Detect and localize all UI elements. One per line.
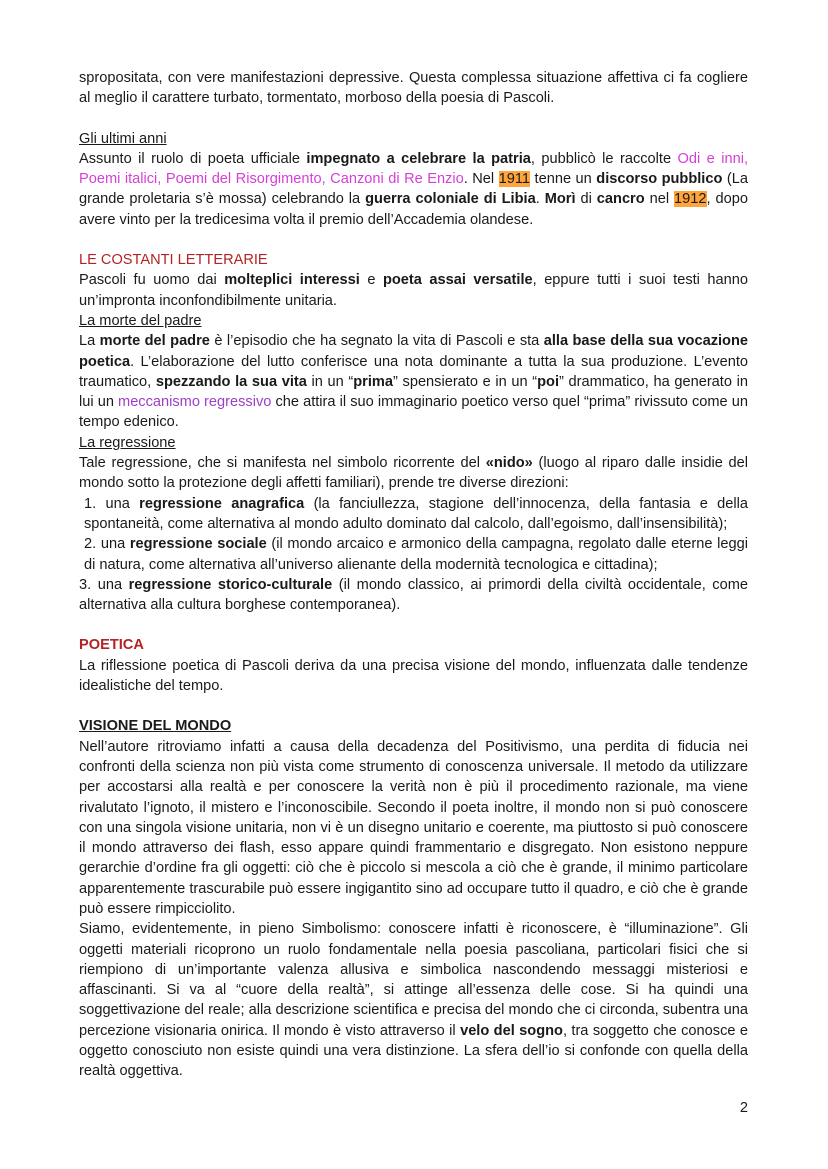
list-item: 3. una regressione storico-culturale (il mondo classico, ai primordi della civiltà occidentale, come alternativa alla cultura borghese contemporanea). — [79, 576, 748, 614]
visione-paragraph-2: Siamo, evidentemente, in pieno Simbolismo: conoscere infatti è riconoscere, è “illuminazione”. Gli oggetti materiali ricoprono un ruolo fondamentale nella poesia pascoliana, particolari fisici che si riempiono di un’importante valenza allusiva e simbolica nascondendo messaggi misteriosi e affascinanti. Si va al “cuore della realtà”, si attinge all’essenza delle cose. Si ha quindi una soggettivazione del reale; alla descrizione scientifica e precisa del mondo che ci circonda, subentra una percezione visionaria onirica. Il mondo è visto attraverso il velo del sogno, tra soggetto che conosce e oggetto conosciuto non esiste quindi una vera distinzione. La sfera dell’io si confonde con quella della realtà oggettiva. — [79, 921, 748, 1080]
costanti-paragraph: Pascoli fu uomo dai molteplici interessi e poeta assai versatile, eppure tutti i suoi testi hanno un’impronta inconfondibilmente unitaria. — [79, 272, 749, 309]
meccanismo-regressivo-term: meccanismo regressivo — [118, 394, 272, 411]
intro-paragraph: spropositata, con vere manifestazioni depressive. Questa complessa situazione affettiva ci fa cogliere al meglio il carattere turbato, tormentato, morboso della poesia di Pascoli. — [79, 70, 748, 107]
heading-morte-padre: La morte del padre — [79, 312, 202, 329]
heading-costanti-letterarie: LE COSTANTI LETTERARIE — [79, 252, 268, 269]
ultimi-anni-paragraph: Assunto il ruolo di poeta ufficiale impegnato a celebrare la patria, pubblicò le raccolte Odi e inni, Poemi italici, Poemi del Risorgimento, Canzoni di Re Enzio. Nel 1911 tenne un discorso pubblico (La grande proletaria s’è mossa) celebrando la guerra coloniale di Libia. Morì di cancro nel 1912, dopo avere vinto per la tredicesima volta il premio dell’Accademia olandese. — [79, 150, 749, 228]
list-item: 1. una regressione anagrafica (la fanciullezza, stagione dell’innocenza, della fantasia e della spontaneità, come alternativa al mondo adulto dominato dal calcolo, dall’egoismo, dall’insensibilità); — [84, 495, 748, 532]
highlight-year-1912: 1912 — [674, 191, 707, 208]
page-number: 2 — [739, 1100, 748, 1116]
list-item: 2. una regressione sociale (il mondo arcaico e armonico della campagna, regolato dalle eterne leggi di natura, come alternativa all’universo alienante della modernità tecnologica e cittadina); — [84, 536, 748, 573]
poetica-paragraph: La riflessione poetica di Pascoli deriva da una precisa visione del mondo, influenzata dalle tendenze idealistiche del tempo. — [79, 657, 748, 695]
highlight-year-1911: 1911 — [498, 171, 531, 188]
heading-ultimi-anni: Gli ultimi anni — [79, 130, 167, 147]
regressione-paragraph: Tale regressione, che si manifesta nel simbolo ricorrente del «nido» (luogo al riparo dalle insidie del mondo sotto la protezione degli affetti familiari), prende tre diverse direzioni: — [79, 455, 748, 492]
heading-poetica: POETICA — [79, 637, 144, 654]
morte-padre-paragraph: La morte del padre è l’episodio che ha segnato la vita di Pascoli e sta alla base della sua vocazione poetica. L’elaborazione del lutto conferisce una nota dominante a tutta la sua produzione. L’evento traumatico, spezzando la sua vita in un “prima” spensierato e in un “poi” drammatico, ha generato in lui un meccanismo regressivo che attira il suo immaginario poetico verso quel “prima” rivissuto come un tempo edenico. — [79, 333, 749, 431]
raccolte-titles: Odi e inni, Poemi italici, Poemi del Risorgimento, Canzoni di Re Enzio — [79, 150, 749, 188]
heading-visione-del-mondo: VISIONE DEL MONDO — [79, 718, 232, 735]
visione-paragraph-1: Nell’autore ritroviamo infatti a causa della decadenza del Positivismo, una perdita di fiducia nei confronti della scienza non più vista come strumento di conoscenza universale. Il metodo da utilizzare per accostarsi alla realtà e per conoscere la verità non è più il procedimento razionale, ma viene rivalutato l’ignoto, il mistero e l’inconoscibile. Secondo il poeta inoltre, il mondo non si può conoscere con una singola visione unitaria, non vi è un disegno unitario e coerente, ma piuttosto si può conoscere il mondo attraverso dei flash, esso appare quindi frammentario e disgregato. Non esistono neppure gerarchie d’ordine fra gli oggetti: ciò che è piccolo si mescola a ciò che è grande, il minimo particolare apparentemente trascurabile può essere ingigantito sino ad occupare tutto il quadro, e ciò che è grande può essere rimpicciolito. — [79, 738, 748, 917]
heading-regressione: La regressione — [79, 434, 176, 451]
